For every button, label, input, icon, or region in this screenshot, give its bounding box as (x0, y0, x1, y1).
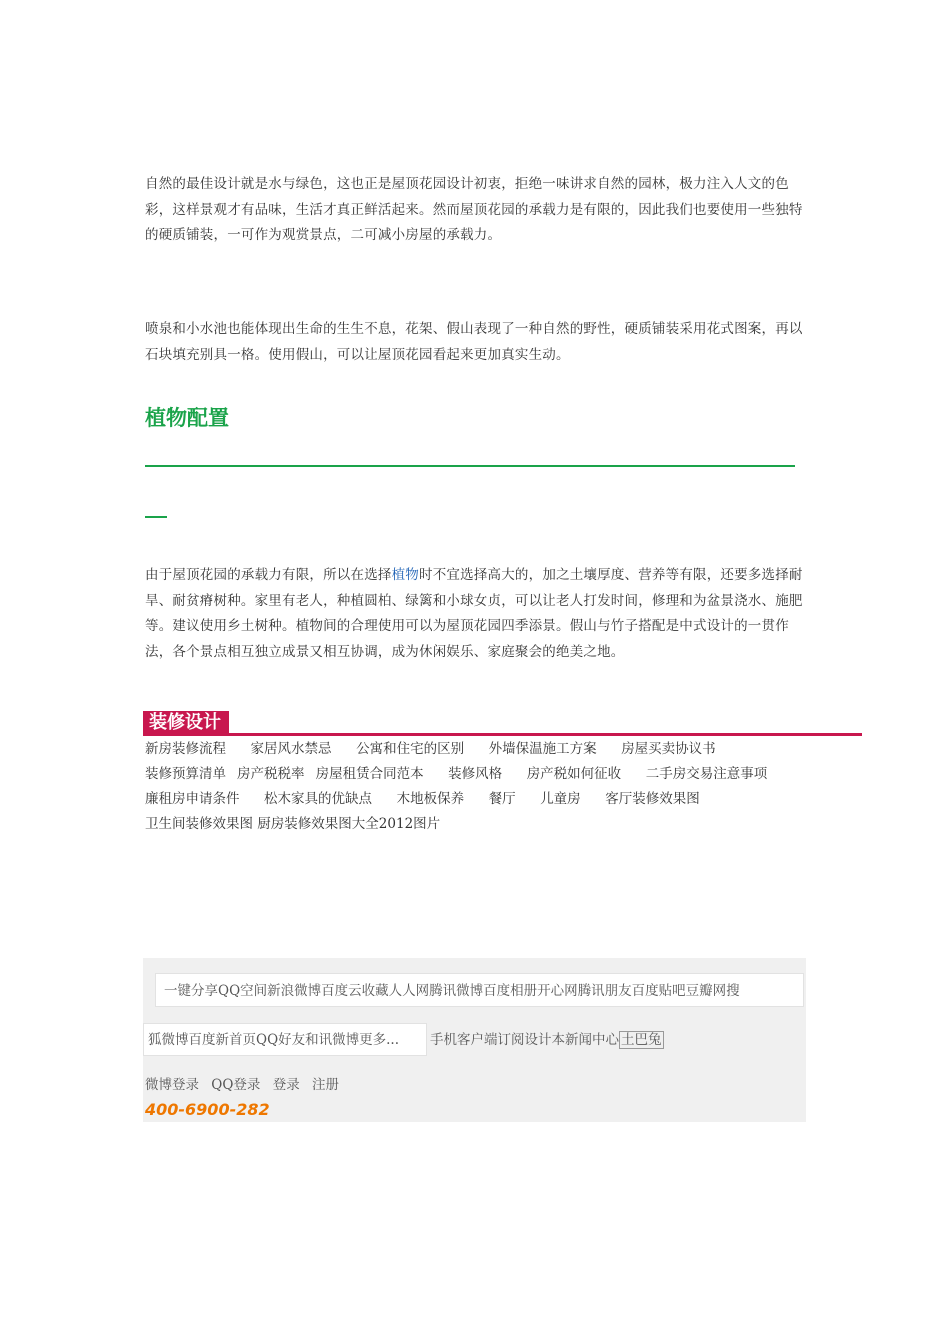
share-extra-text[interactable]: 手机客户端订阅设计本新闻中心 (430, 1032, 619, 1048)
related-link[interactable]: 房产税如何征收 (526, 766, 622, 782)
section-bar-line (143, 733, 862, 736)
paragraph-fountain: 喷泉和小水池也能体现出生命的生生不息，花架、假山表现了一种自然的野性，硬质铺装采用花式图案，再以石块填充别具一格。使用假山，可以让屋顶花园看起来更加真实生动。 (145, 321, 803, 363)
related-link[interactable]: 装修预算清单 (145, 766, 226, 782)
hotline-number: 400-6900-282 (145, 1100, 270, 1119)
section-heading-plants: 植物配置 (145, 406, 229, 430)
related-link[interactable]: 外墙保温施工方案 (488, 741, 597, 757)
related-link[interactable]: 房产税税率 (237, 766, 305, 782)
related-link[interactable]: 卫生间装修效果图 (145, 816, 253, 832)
plants-text-before: 由于屋顶花园的承载力有限，所以在选择 (145, 567, 392, 583)
related-link[interactable]: 儿童房 (540, 791, 581, 807)
paragraph-water-green: 自然的最佳设计就是水与绿色，这也正是屋顶花园设计初衷，拒绝一味讲求自然的园林，极力注入人文的色彩，这样景观才有品味，生活才真正鲜活起来。然而屋顶花园的承载力是有限的，因此我们也要使用一些独特的硬质铺装，一可作为观赏景点，二可减小房屋的承载力。 (145, 176, 803, 243)
register-link[interactable]: 注册 (312, 1077, 340, 1093)
related-link[interactable]: 房屋租赁合同范本 (315, 766, 424, 782)
related-link[interactable]: 厨房装修效果图大全2012图片 (257, 816, 441, 832)
related-link[interactable]: 廉租房申请条件 (145, 791, 240, 807)
related-link[interactable]: 餐厅 (488, 791, 516, 807)
paragraph-plants (145, 563, 807, 665)
heading-underline-tail (145, 516, 167, 518)
related-link[interactable]: 家居风水禁忌 (250, 741, 332, 757)
related-link[interactable]: 新房装修流程 (145, 741, 226, 757)
related-link[interactable]: 公寓和住宅的区别 (356, 741, 465, 757)
qq-login-link[interactable]: QQ登录 (211, 1077, 261, 1093)
login-link[interactable]: 登录 (272, 1077, 300, 1093)
heading-underline (145, 465, 795, 467)
related-link[interactable]: 松木家具的优缺点 (264, 791, 373, 807)
related-link[interactable]: 装修风格 (448, 766, 503, 782)
weibo-login-link[interactable]: 微博登录 (145, 1077, 199, 1093)
share-services-row[interactable]: 一键分享QQ空间新浪微博百度云收藏人人网腾讯微博百度相册开心网腾讯朋友百度贴吧豆瓣网搜 (155, 973, 804, 1007)
tubatu-link[interactable]: 土巴兔 (621, 1032, 662, 1048)
related-links (145, 737, 807, 837)
related-link[interactable]: 木地板保养 (396, 791, 465, 807)
login-bar (145, 1075, 347, 1095)
related-link[interactable]: 二手房交易注意事项 (645, 766, 768, 782)
share-services-row-continued[interactable]: 狐微博百度新首页QQ好友和讯微博更多... (143, 1023, 427, 1056)
related-link[interactable]: 客厅装修效果图 (605, 791, 700, 807)
plants-text-after: 时不宜选择高大的，加之土壤厚度、营养等有限，还要多选择耐旱、耐贫瘠树种。家里有老人，种植圆柏、绿篱和小球女贞，可以让老人打发时间，修理和为盆景浇水、施肥等。建议使用乡土树种。植物间的合理使用可以为屋顶花园四季添景。假山与竹子搭配是中式设计的一贯作法，各个景点相互独立成景又相互协调，成为休闲娱乐、家庭聚会的绝美之地。 (145, 567, 803, 660)
related-link[interactable]: 房屋买卖协议书 (621, 741, 716, 757)
plants-link[interactable]: 植物 (391, 567, 420, 583)
section-title: 装修设计 (143, 711, 229, 735)
section-bar-decoration-design (143, 711, 862, 737)
share-extra-links (430, 1023, 664, 1057)
